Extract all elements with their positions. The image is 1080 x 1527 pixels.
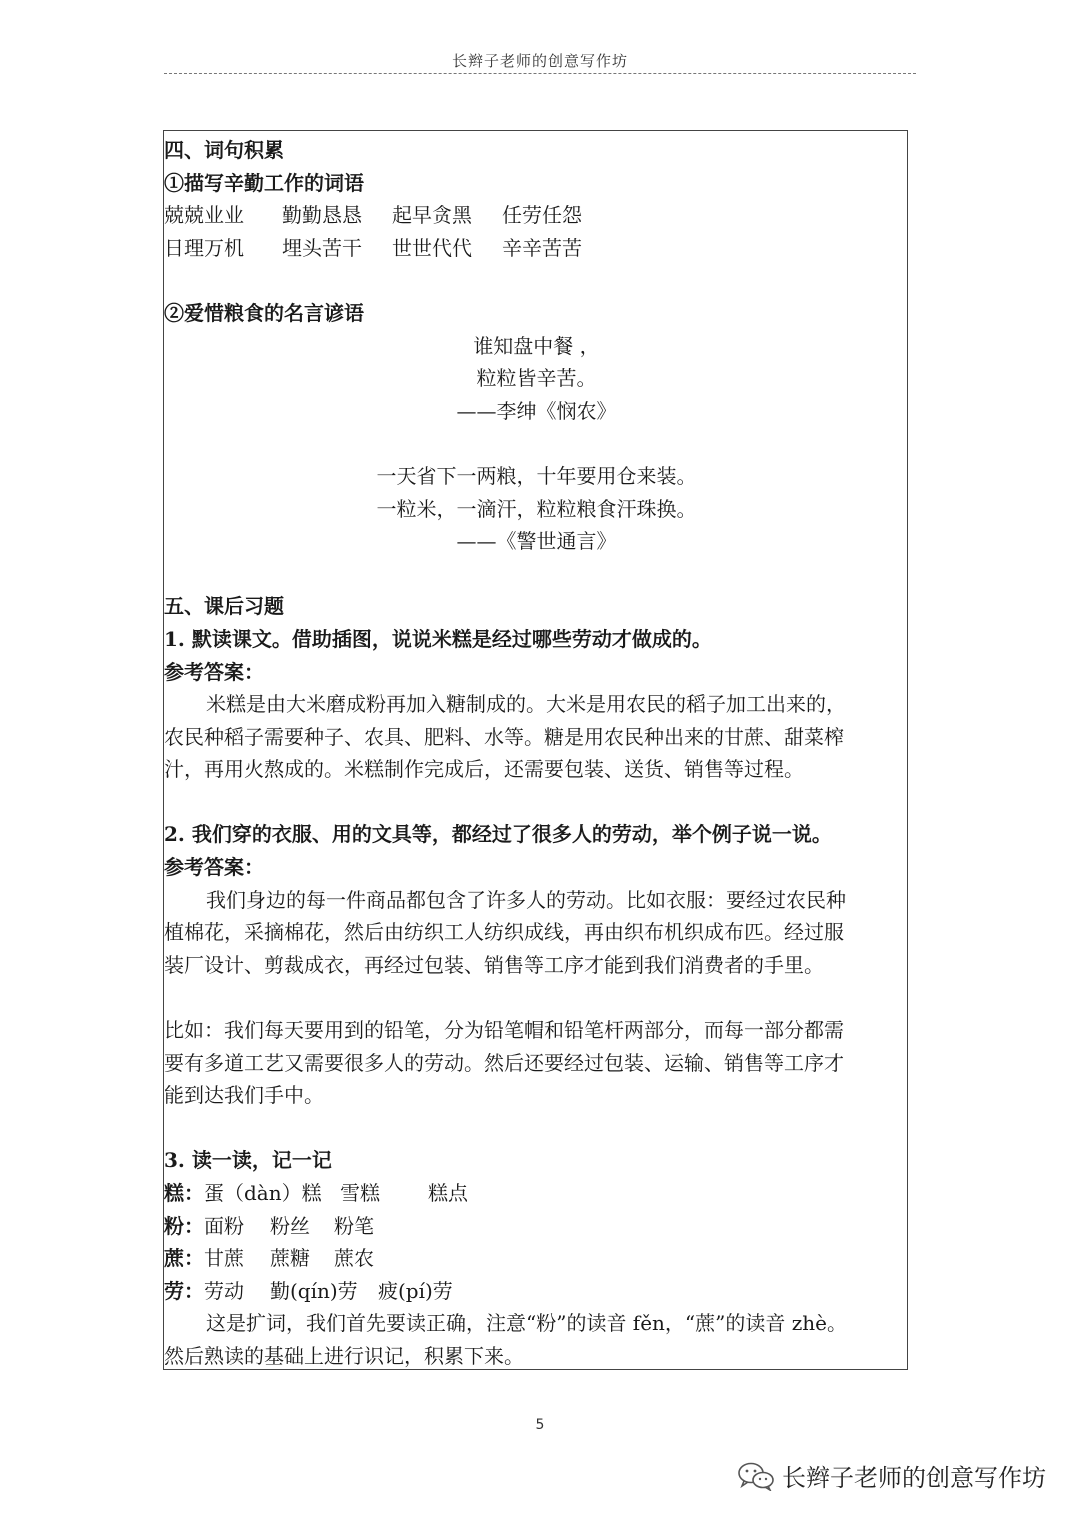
- content: [164, 134, 909, 1373]
- q1-answer-label: 参考答案：: [164, 659, 264, 684]
- word: 日理万机: [164, 235, 244, 260]
- page-header-title: 长辫子老师的创意写作坊: [451, 52, 628, 70]
- q3-char: 蔗：: [164, 1246, 204, 1271]
- section5-title: 五、课后习题: [164, 594, 284, 619]
- q3-row: [164, 1177, 909, 1210]
- word: 辛辛苦苦: [502, 235, 582, 260]
- q3-word: 劳动: [204, 1278, 244, 1303]
- poem2-line: 一粒米，一滴汗，粒粒粮食汗珠换。: [376, 496, 697, 521]
- q3-word: 粉笔: [334, 1213, 374, 1238]
- q2-extra-line: 能到达我们手中。: [164, 1083, 324, 1108]
- q3-word: 疲(pí)劳: [378, 1278, 453, 1303]
- q2-extra-line: 要有多道工艺又需要很多人的劳动。然后还要经过包装、运输、销售等工序才: [164, 1050, 844, 1075]
- header-divider: [164, 73, 916, 74]
- q2-answer-label: 参考答案：: [164, 855, 264, 880]
- q2-answer-line: 我们身边的每一件商品都包含了许多人的劳动。比如衣服：要经过农民种: [206, 887, 846, 912]
- q3-char: 糕：: [164, 1181, 204, 1205]
- q3-word: 雪糕: [340, 1181, 380, 1205]
- word: 起早贪黑: [392, 203, 472, 228]
- q2-answer-line: 植棉花，采摘棉花，然后由纺织工人纺织成线，再由织布机织成布匹。经过服: [164, 920, 844, 945]
- poem1-source: ——李绅《悯农》: [456, 398, 617, 423]
- q3-word: 粉丝: [270, 1213, 310, 1238]
- word: 世世代代: [392, 235, 472, 260]
- q3-row: [164, 1210, 909, 1243]
- poem1-line: 谁知盘中餐 ，: [473, 333, 600, 358]
- q3-row: [164, 1242, 909, 1275]
- q1-question: 1. 默读课文。借助插图，说说米糕是经过哪些劳动才做成的。: [164, 626, 712, 651]
- words-row-1: [164, 199, 909, 232]
- poem2-source: ——《警世通言》: [456, 529, 617, 554]
- q3-note-line: 这是扩词，我们首先要读正确，注意“粉”的读音 fěn，“蔗”的读音 zhè。: [206, 1311, 847, 1336]
- q3-word: 蔗农: [334, 1246, 374, 1271]
- q3-word: 糕点: [428, 1181, 468, 1205]
- poem2-line: 一天省下一两粮，十年要用仓来装。: [376, 463, 697, 488]
- section4-title: 四、词句积累: [164, 138, 284, 162]
- poem1-line: 粒粒皆辛苦。: [476, 366, 597, 391]
- q1-answer-line: 农民种稻子需要种子、农具、肥料、水等。糖是用农民种出来的甘蔗、甜菜榨: [164, 724, 844, 749]
- q3-char: 粉：: [164, 1213, 204, 1238]
- watermark-text: 长辫子老师的创意写作坊: [782, 1464, 1046, 1492]
- q3-word: 蛋（dàn）糕: [204, 1181, 322, 1205]
- q3-question: 3. 读一读，记一记: [164, 1148, 332, 1173]
- q3-word: 面粉: [204, 1213, 244, 1238]
- watermark: [736, 1458, 1046, 1493]
- section4-subtitle-2: ②爱惜粮食的名言谚语: [164, 300, 364, 325]
- q2-answer-line: 装厂设计、剪裁成衣，再经过包装、销售等工序才能到我们消费者的手里。: [164, 952, 824, 977]
- q1-answer-line: 汁，再用火熬成的。米糕制作完成后，还需要包装、送货、销售等过程。: [164, 757, 804, 782]
- q3-char: 劳：: [164, 1278, 204, 1303]
- q2-question: 2. 我们穿的衣服、用的文具等，都经过了很多人的劳动，举个例子说一说。: [164, 822, 832, 847]
- section4-subtitle-1: ①描写辛勤工作的词语: [164, 170, 364, 195]
- q3-row: [164, 1275, 909, 1308]
- words-row-2: [164, 232, 909, 265]
- q2-extra-line: 比如：我们每天要用到的铅笔，分为铅笔帽和铅笔杆两部分，而每一部分都需: [164, 1018, 844, 1043]
- q3-word: 甘蔗: [204, 1246, 244, 1271]
- q3-word: 蔗糖: [270, 1246, 310, 1271]
- word: 勤勤恳恳: [282, 203, 362, 228]
- word: 埋头苦干: [282, 235, 362, 260]
- word: 任劳任怨: [502, 203, 582, 228]
- wechat-icon: [736, 1461, 776, 1491]
- q1-answer-line: 米糕是由大米磨成粉再加入糖制成的。大米是用农民的稻子加工出来的，: [206, 692, 846, 717]
- q3-word: 勤(qín)劳: [270, 1278, 358, 1303]
- page-number: 5: [535, 1417, 545, 1433]
- q3-note-line: 然后熟读的基础上进行识记，积累下来。: [164, 1343, 524, 1368]
- word: 兢兢业业: [164, 203, 244, 228]
